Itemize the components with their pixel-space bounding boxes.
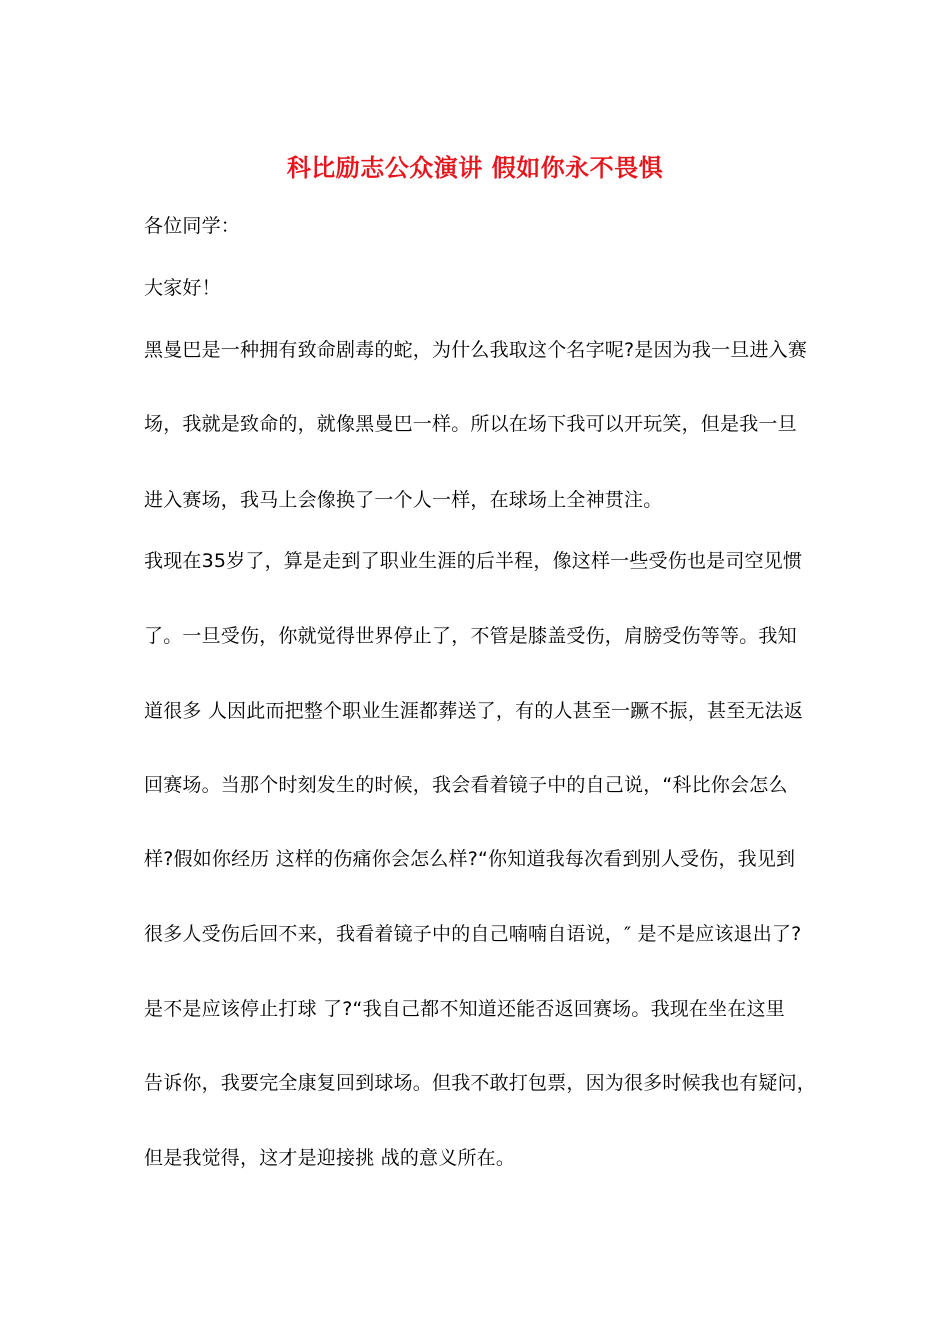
document-title: 科比励志公众演讲 假如你永不畏惧 xyxy=(286,153,664,182)
paragraph-2-line-2: 了。一旦受伤，你就觉得世界停止了，不管是膝盖受伤，肩膀受伤等等。我知 xyxy=(144,625,797,647)
paragraph-1-line-3: 进入赛场，我马上会像换了一个人一样，在球场上全神贯注。 xyxy=(144,489,663,511)
paragraph-2-line-4: 回赛场。当那个时刻发生的时候，我会看着镜子中的自己说，“科比你会怎么 xyxy=(144,774,788,796)
paragraph-2-line-9: 但是我觉得，这才是迎接挑 战的意义所在。 xyxy=(144,1147,516,1169)
paragraph-2-line-8: 告诉你，我要完全康复回到球场。但我不敢打包票，因为很多时候我也有疑问， xyxy=(144,1072,817,1094)
paragraph-2-line-7: 是不是应该停止打球 了?“我自己都不知道还能否返回赛场。我现在坐在这里 xyxy=(144,998,785,1020)
paragraph-2-line-5: 样?假如你经历 这样的伤痛你会怎么样?“你知道我每次看到别人受伤，我见到 xyxy=(144,848,796,870)
paragraph-1-line-1: 黑曼巴是一种拥有致命剧毒的蛇，为什么我取这个名字呢?是因为我一旦进入赛 xyxy=(144,339,808,361)
paragraph-2-line-1: 我现在35岁了，算是走到了职业生涯的后半程，像这样一些受伤也是司空见惯 xyxy=(144,550,803,572)
paragraph-2-line-6: 很多人受伤后回不来，我看着镜子中的自己喃喃自语说，″ 是不是应该退出了? xyxy=(144,923,802,945)
paragraph-1-line-2: 场，我就是致命的，就像黑曼巴一样。所以在场下我可以开玩笑，但是我一旦 xyxy=(144,413,797,435)
greeting-line: 各位同学： xyxy=(144,215,241,237)
paragraph-2-line-3: 道很多 人因此而把整个职业生涯都葬送了，有的人甚至一蹶不振，甚至无法返 xyxy=(144,700,804,722)
hello-line: 大家好！ xyxy=(144,277,221,299)
